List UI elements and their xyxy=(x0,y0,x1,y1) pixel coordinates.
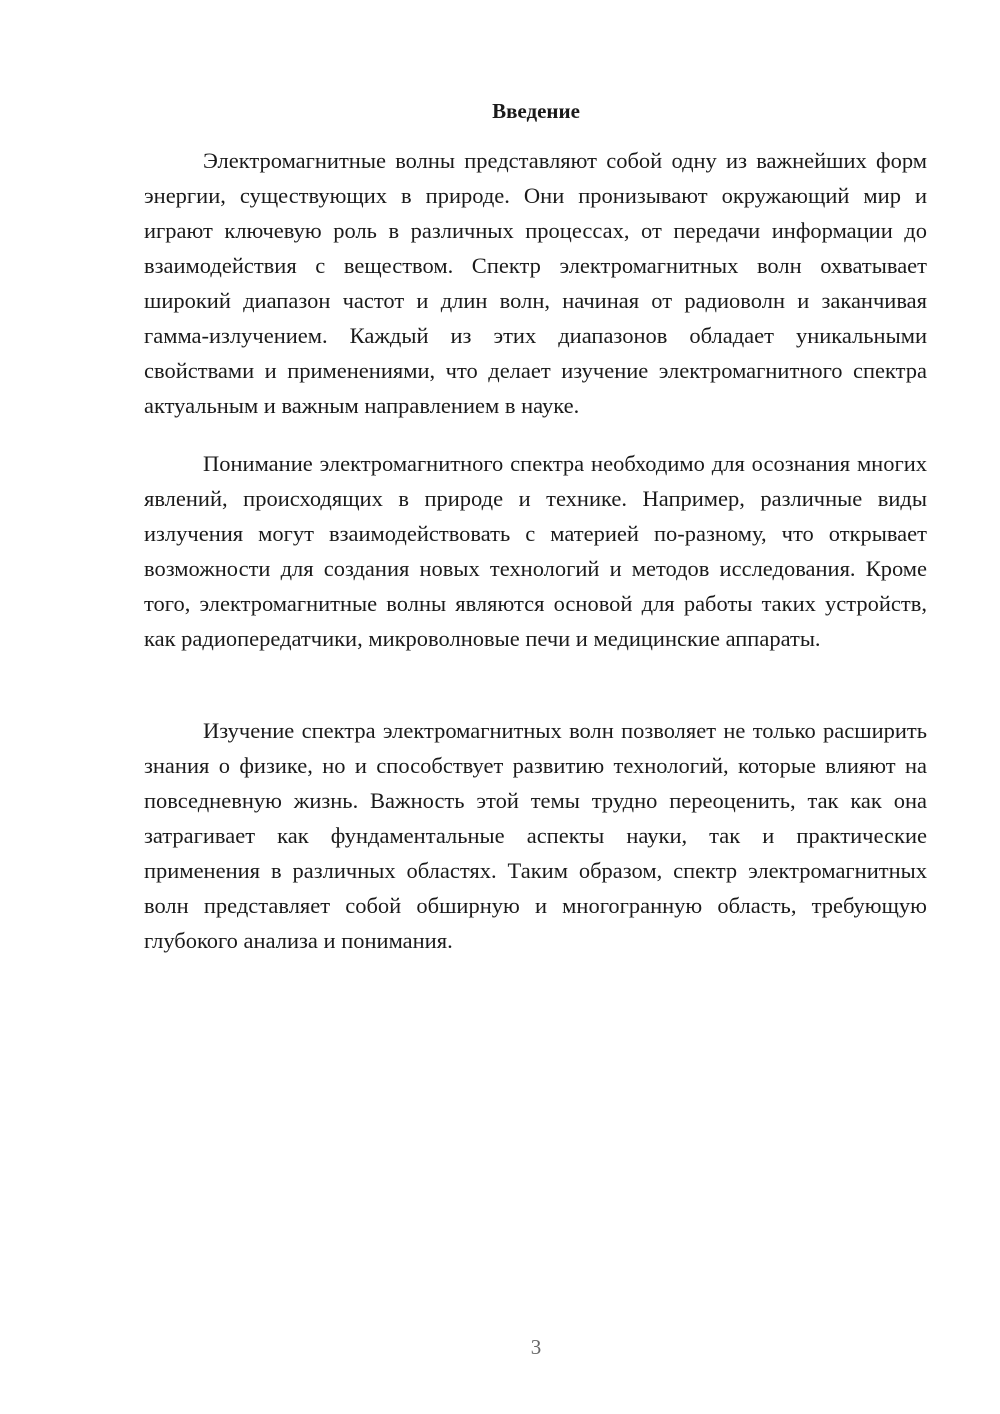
paragraph-1: Электромагнитные волны представляют собой одну из важнейших форм энергии, существующих в природе. Они пронизывают окружающий мир и играют ключевую роль в различных процессах, от передачи информации до взаимодействия с веществом. Спектр электромагнитных волн охватывает широкий диапазон частот и длин волн, начиная от радиоволн и заканчивая гамма-излучением. Каждый из этих диапазонов обладает уникальными свойствами и применениями, что делает изучение электромагнитного спектра актуальным и важным направлением в науке. xyxy=(144,148,927,418)
paragraph-2: Понимание электромагнитного спектра необходимо для осознания многих явлений, происходящих в природе и технике. Например, различные виды излучения могут взаимодействовать с материей по-разному, что открывает возможности для создания новых технологий и методов исследования. Кроме того, электромагнитные волны являются основой для работы таких устройств, как радиопередатчики, микроволновые печи и медицинские аппараты. xyxy=(144,451,927,651)
section-heading: Введение xyxy=(492,99,580,123)
paragraph-3: Изучение спектра электромагнитных волн позволяет не только расширить знания о физике, но и способствует развитию технологий, которые влияют на повседневную жизнь. Важность этой темы трудно переоценить, так как она затрагивает как фундаментальные аспекты науки, так и практические применения в различных областях. Таким образом, спектр электромагнитных волн представляет собой обширную и многогранную область, требующую глубокого анализа и понимания. xyxy=(144,718,927,953)
page-number: 3 xyxy=(530,1335,542,1359)
